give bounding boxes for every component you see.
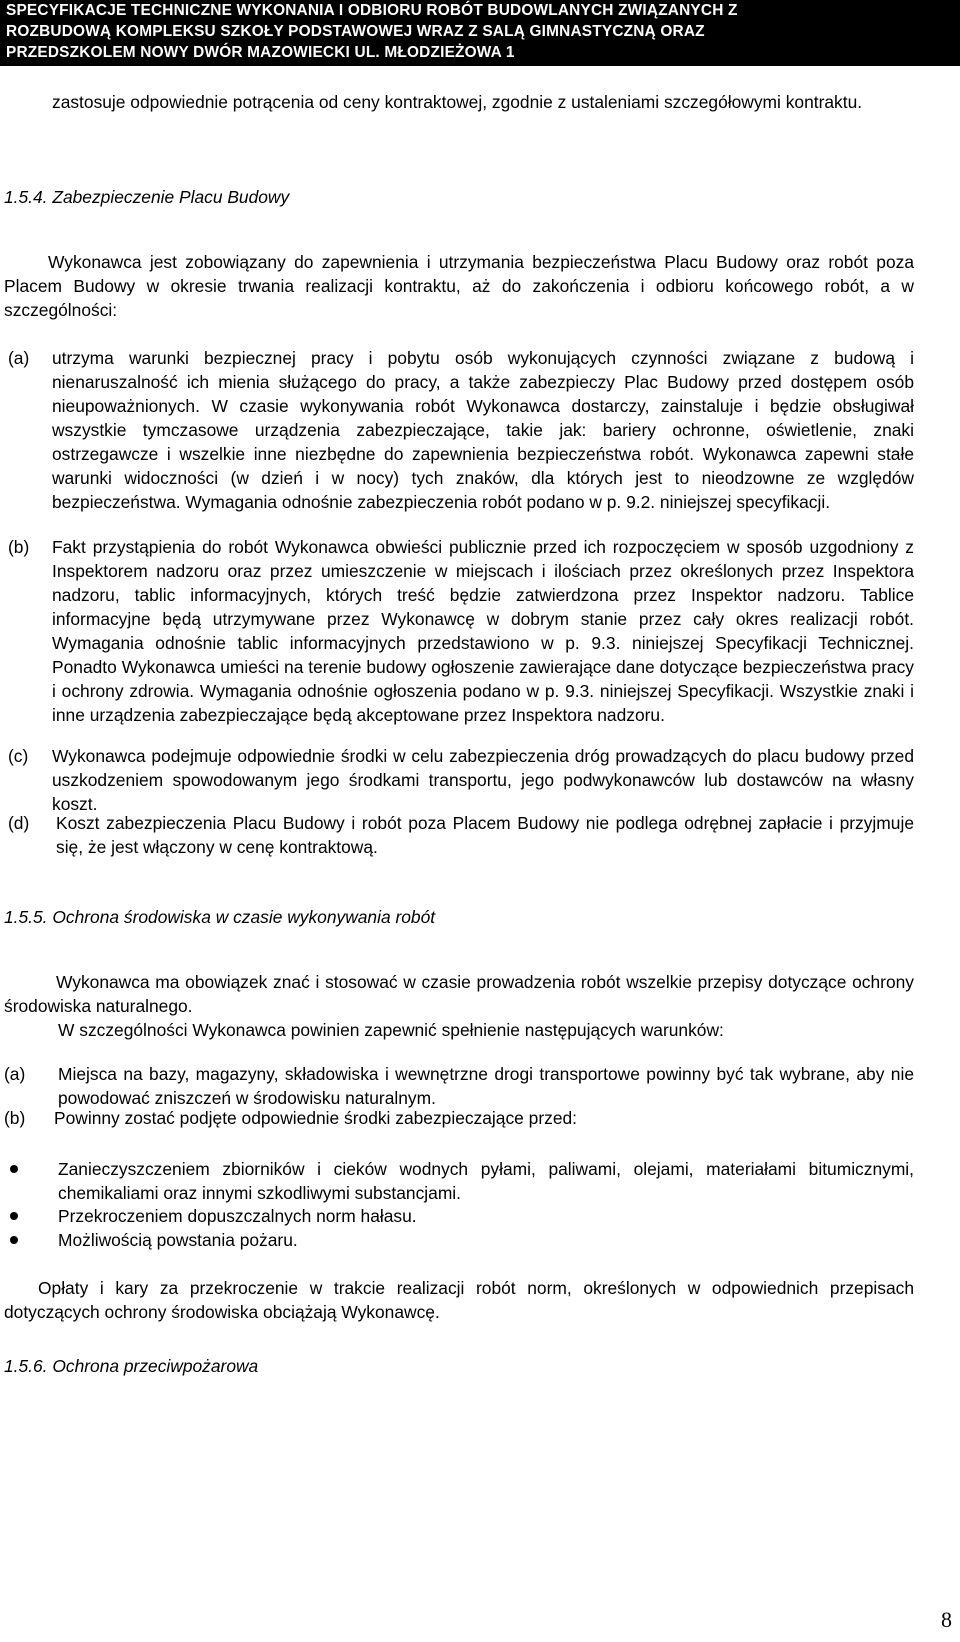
bullet-item-1: Zanieczyszczeniem zbiorników i cieków wodnych pyłami, paliwami, olejami, materiałami bitumicznymi, chemikaliami oraz innymi szkodliwymi substancjami. [58,1159,914,1203]
section-1-5-5-paragraph-2: W szczególności Wykonawca powinien zapewnić spełnienie następujących warunków: [58,1020,724,1040]
item-label-d: (d) [8,813,30,833]
section-1-5-4-heading: 1.5.4. Zabezpieczenie Placu Budowy [4,187,290,207]
bullet-icon [10,1236,18,1244]
header-line-2: ROZBUDOWĄ KOMPLEKSU SZKOŁY PODSTAWOWEJ WRAZ Z SALĄ GIMNASTYCZNĄ ORAZ [6,23,705,40]
section-1-5-5-paragraph-1: Wykonawca ma obowiązek znać i stosować w czasie prowadzenia robót wszelkie przepisy dotyczące ochrony środowiska naturalnego. [4,972,914,1016]
bullet-icon [10,1165,18,1173]
bullet-item-2: Przekroczeniem dopuszczalnych norm hałasu. [58,1206,417,1226]
header-line-1: SPECYFIKACJE TECHNICZNE WYKONANIA I ODBIORU ROBÓT BUDOWLANYCH ZWIĄZANYCH Z [6,2,738,19]
section-1-5-5-heading: 1.5.5. Ochrona środowiska w czasie wykonywania robót [4,907,436,927]
header-line-3: PRZEDSZKOLEM NOWY DWÓR MAZOWIECKI UL. MŁODZIEŻOWA 1 [6,44,515,61]
item-text-c: Wykonawca podejmuje odpowiednie środki w celu zabezpieczenia dróg prowadzących do placu budowy przed uszkodzeniem spowodowanym jego środkami transportu, jego podwykonawców lub dostawców na własny koszt. [52,746,914,814]
env-item-text-b: Powinny zostać podjęte odpowiednie środki zabezpieczające przed: [54,1108,578,1128]
env-item-label-a: (a) [4,1064,26,1084]
bullet-icon [10,1212,18,1220]
page-number: 8 [941,1607,952,1632]
intro-paragraph: zastosuje odpowiednie potrącenia od ceny kontraktowej, zgodnie z ustaleniami szczegółowymi kontraktu. [52,92,863,112]
item-label-c: (c) [8,746,29,766]
env-item-text-a: Miejsca na bazy, magazyny, składowiska i wewnętrzne drogi transportowe powinny być tak wybrane, aby nie powodować zniszczeń w środowisku naturalnym. [58,1064,914,1108]
item-text-b: Fakt przystąpienia do robót Wykonawca obwieści publicznie przed ich rozpoczęciem w sposób uzgodniony z Inspektorem nadzoru oraz przez umieszczenie w miejscach i ilościach przez określonych przez Inspektora nadzoru, tablic informacyjnych, których treść będzie zatwierdzona przez Inspektor nadzoru. Tablice informacyjne będą utrzymywane przez Wykonawcę w dobrym stanie przez cały okres realizacji robót. Wymagania odnośnie tablic informacyjnych przedstawiono w p. 9.3. niniejszej Specyfikacji Technicznej. Ponadto Wykonawca umieści na terenie budowy ogłoszenie zawierające dane dotyczące bezpieczeństwa pracy i ochrony zdrowia. Wymagania odnośnie ogłoszenia podano w p. 9.3. niniejszej Specyfikacji. Wszystkie znaki i inne urządzenia zabezpieczające będą akceptowane przez Inspektora nadzoru. [52,537,914,725]
section-1-5-5-paragraph-3: Opłaty i kary za przekroczenie w trakcie realizacji robót norm, określonych w odpowiednich przepisach dotyczących ochrony środowiska obciążają Wykonawcę. [4,1278,914,1322]
document-header [0,0,960,66]
section-1-5-4-paragraph: Wykonawca jest zobowiązany do zapewnienia i utrzymania bezpieczeństwa Placu Budowy oraz robót poza Placem Budowy w okresie trwania realizacji kontraktu, aż do zakończenia i odbioru końcowego robót, a w szczególności: [4,252,914,320]
item-text-a: utrzyma warunki bezpiecznej pracy i pobytu osób wykonujących czynności związane z budową i nienaruszalność ich mienia służącego do pracy, a także zabezpieczy Plac Budowy przed dostępem osób nieupoważnionych. W czasie wykonywania robót Wykonawca dostarczy, zainstaluje i będzie obsługiwał wszystkie tymczasowe urządzenia zabezpieczające, takie jak: bariery ochronne, oświetlenie, znaki ostrzegawcze i wszelkie inne niezbędne do zapewnienia bezpieczeństwa robót. Wykonawca zapewni stałe warunki widoczności (w dzień i w nocy) tych znaków, dla których jest to nieodzowne ze względów bezpieczeństwa. Wymagania odnośnie zabezpieczenia robót podano w p. 9.2. niniejszej specyfikacji. [52,348,914,512]
section-1-5-6-heading: 1.5.6. Ochrona przeciwpożarowa [4,1356,259,1376]
env-item-label-b: (b) [4,1108,26,1128]
item-text-d: Koszt zabezpieczenia Placu Budowy i robót poza Placem Budowy nie podlega odrębnej zapłacie i przyjmuje się, że jest włączony w cenę kontraktową. [56,813,914,857]
item-label-b: (b) [8,537,30,557]
bullet-item-3: Możliwością powstania pożaru. [58,1230,298,1250]
item-label-a: (a) [8,348,30,368]
